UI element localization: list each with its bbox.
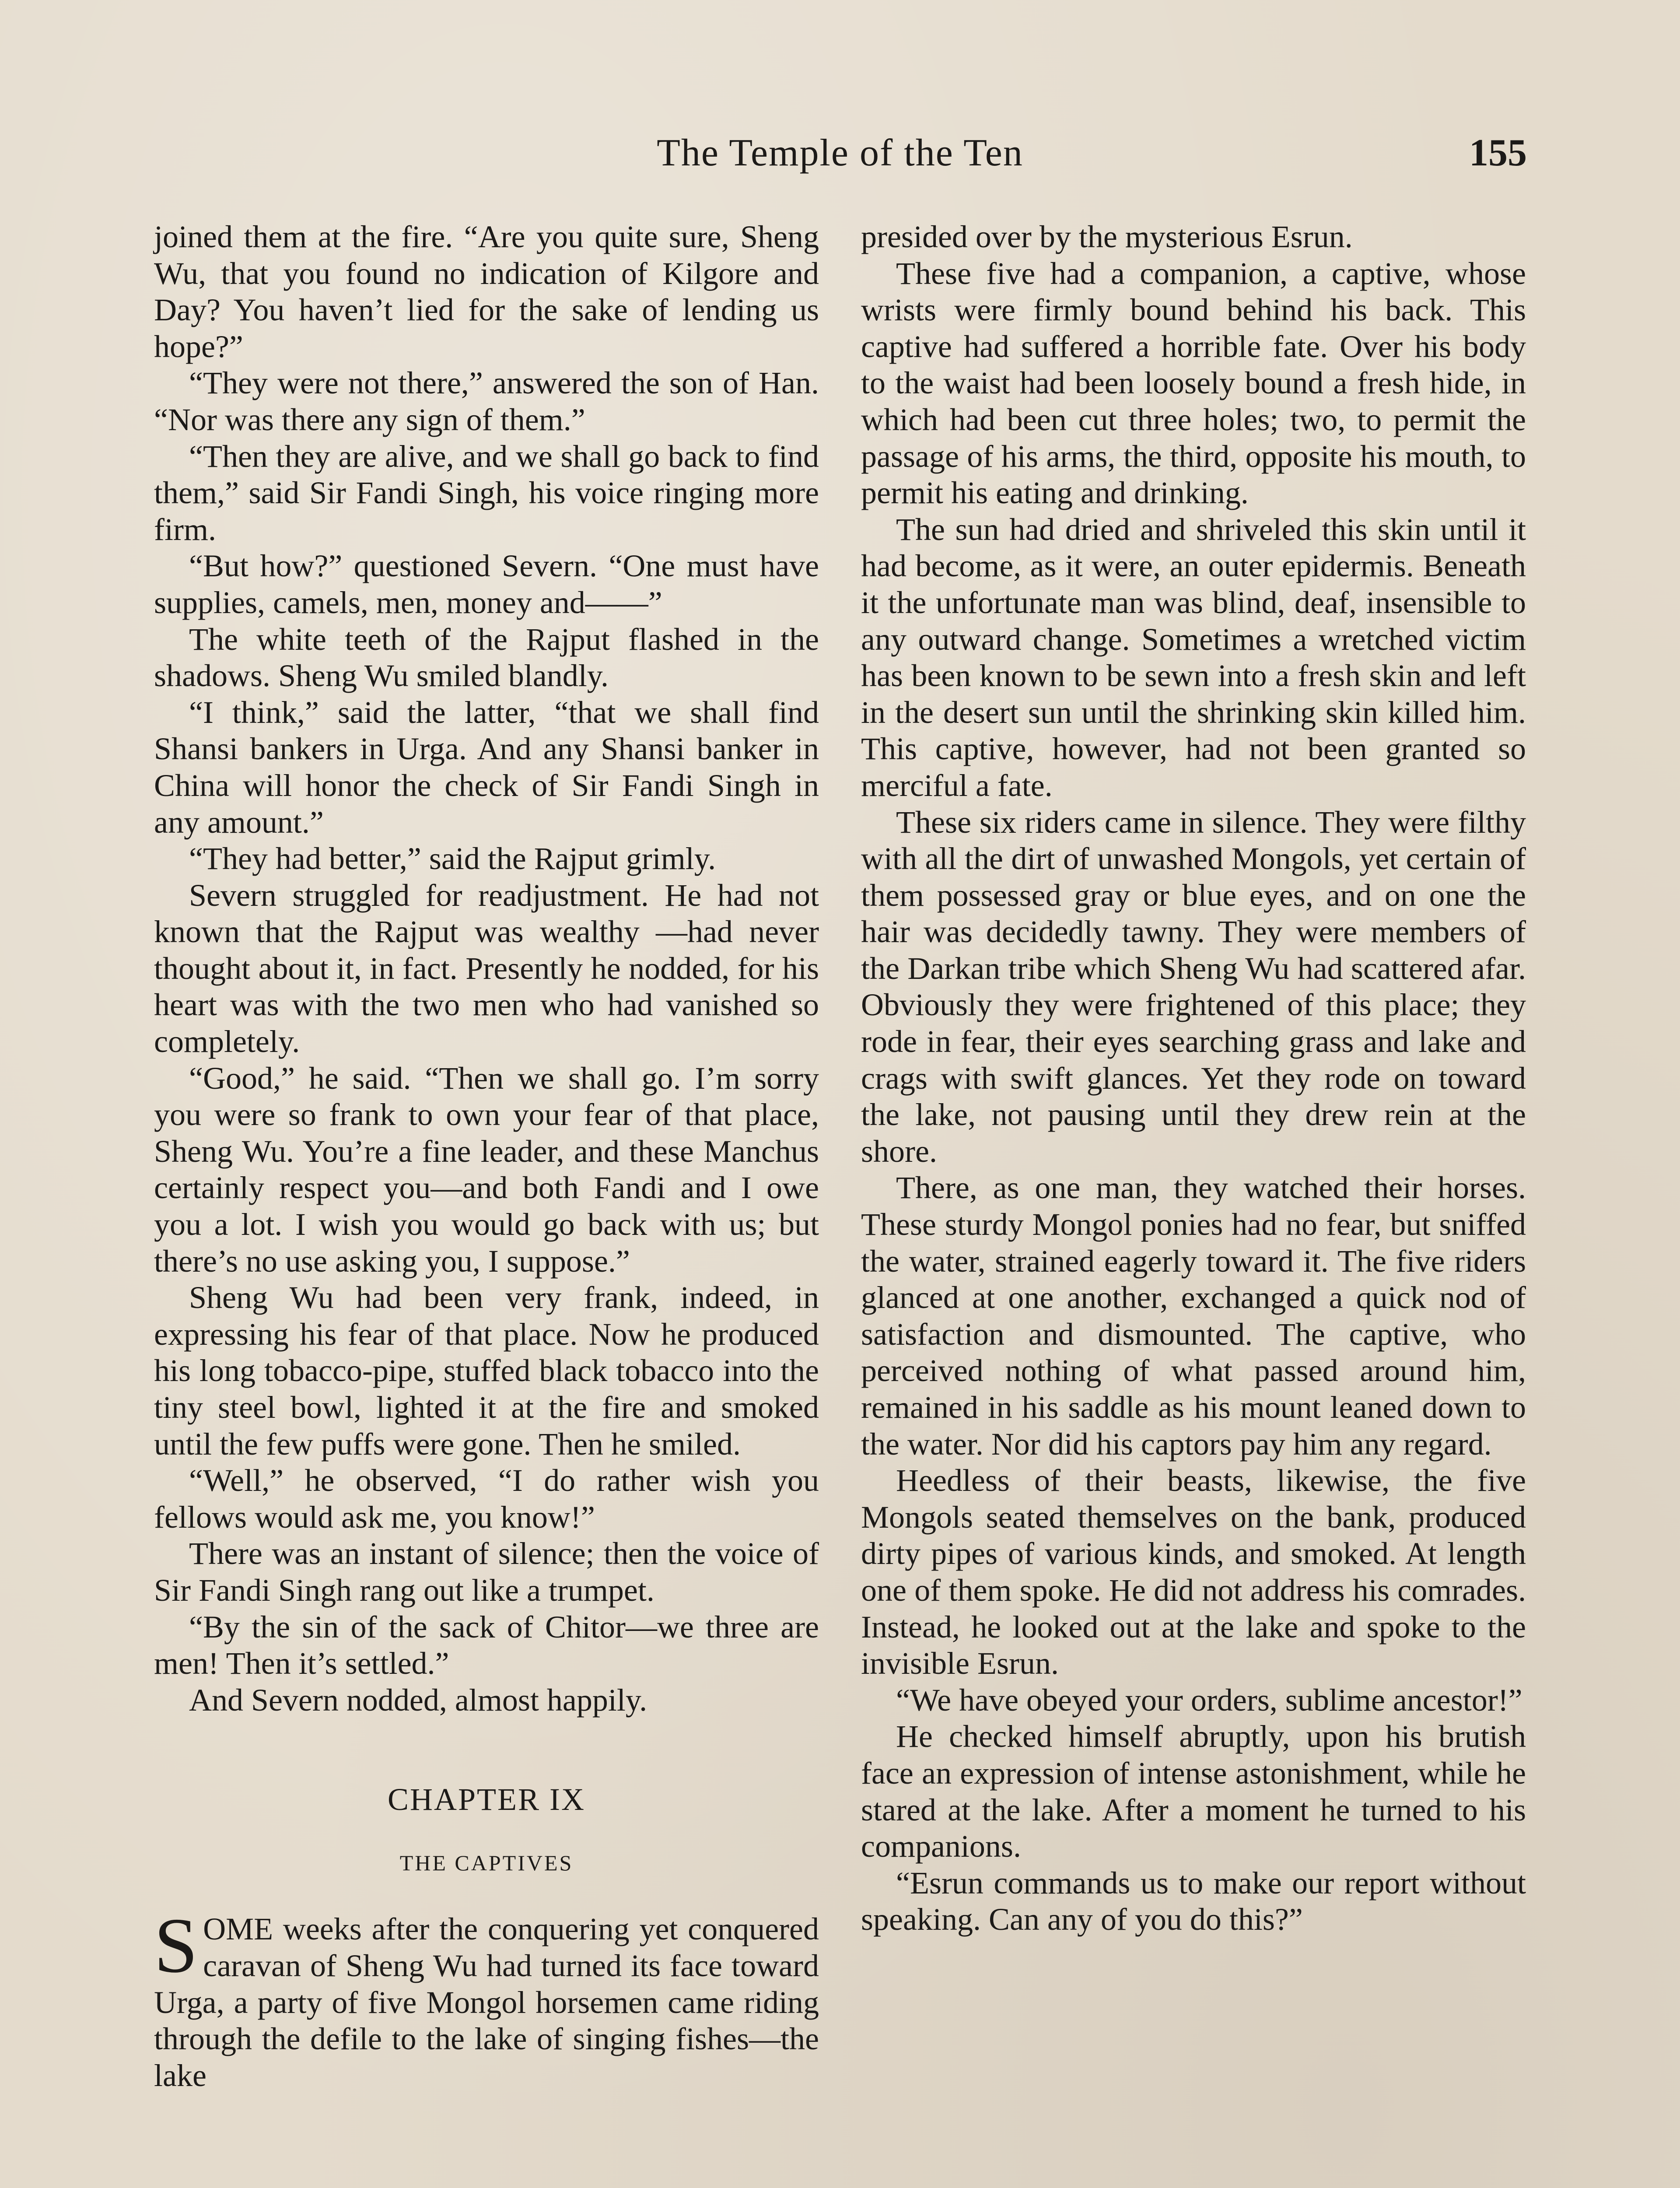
paragraph: Severn struggled for readjustment. He had not known that the Rajput was wealthy —had never thought about it, in fact. Presently he nodded, for his heart was with the two men who had vanished so completely.: [154, 877, 819, 1059]
chapter-subtitle: THE CAPTIVES: [399, 1851, 574, 1876]
paragraph: joined them at the fire. “Are you quite sure, Sheng Wu, that you found no indication of Kilgore and Day? You haven’t lied for the sake of lending us hope?”: [154, 219, 819, 364]
paragraph: There was an instant of silence; then the voice of Sir Fandi Singh rang out like a trumpet.: [154, 1536, 819, 1608]
page-number: 155: [1469, 132, 1527, 174]
paragraph: These six riders came in silence. They were filthy with all the dirt of unwashed Mongols, yet certain of them possessed gray or blue eyes, and on one the hair was decidedly tawny. They were members of the Darkan tribe which Sheng Wu had scattered afar. Obviously they were frightened of this place; they rode in fear, their eyes searching grass and lake and crags with swift glances. Yet they rode on toward the lake, not pausing until they drew rein at the shore.: [861, 804, 1526, 1169]
right-column: [861, 219, 1526, 1938]
paragraph: He checked himself abruptly, upon his brutish face an expression of intense astonishment, while he stared at the lake. After a moment he turned to his companions.: [861, 1719, 1526, 1864]
paragraph: presided over by the mysterious Esrun.: [861, 219, 1353, 254]
paragraph: These five had a companion, a captive, whose wrists were firmly bound behind his back. This captive had suffered a horrible fate. Over his body to the waist had been loosely bound a fresh hide, in which had been cut three holes; two, to permit the passage of his arms, the third, opposite his mouth, to permit his eating and drinking.: [861, 256, 1526, 511]
paragraph: “Then they are alive, and we shall go back to find them,” said Sir Fandi Singh, his voice ringing more firm.: [154, 438, 819, 547]
paragraph: “By the sin of the sack of Chitor—we three are men! Then it’s settled.”: [154, 1609, 819, 1681]
chapter-heading: CHAPTER IX: [387, 1782, 585, 1817]
paragraph: There, as one man, they watched their horses. These sturdy Mongol ponies had no fear, but sniffed the water, strained eagerly toward it. The five riders glanced at one another, exchanged a quick nod of satisfaction and dismounted. The captive, who perceived nothing of what passed around him, remained in his saddle as his mount leaned down to the water. Nor did his captors pay him any regard.: [861, 1170, 1526, 1462]
page-header: [153, 125, 1527, 182]
paragraph: And Severn nodded, almost happily.: [189, 1682, 648, 1718]
chapter-opening-text: OME weeks after the conquering yet conquered caravan of Sheng Wu had turned its face toward Urga, a party of five Mongol horsemen came riding through the defile to the lake of singing fishes—the lake: [154, 1911, 819, 2093]
chapter-opening-paragraph: [154, 1902, 819, 2094]
paragraph: “Good,” he said. “Then we shall go. I’m sorry you were so frank to own your fear of that place, Sheng Wu. You’re a fine leader, and these Manchus certainly respect you—and both Fandi and I owe you a lot. I wish you would go back with us; but there’s no use asking you, I suppose.”: [154, 1060, 819, 1279]
paragraph: “They had better,” said the Rajput grimly.: [189, 841, 716, 877]
paragraph: Heedless of their beasts, likewise, the five Mongols seated themselves on the bank, produced dirty pipes of various kinds, and smoked. At length one of them spoke. He did not address his comrades. Instead, he looked out at the lake and spoke to the invisible Esrun.: [861, 1463, 1526, 1681]
paragraph: “Esrun commands us to make our report without speaking. Can any of you do this?”: [861, 1865, 1526, 1937]
paragraph: “They were not there,” answered the son of Han. “Nor was there any sign of them.”: [154, 365, 819, 437]
paragraph: Sheng Wu had been very frank, indeed, in expressing his fear of that place. Now he produced his long tobacco-pipe, stuffed black tobacco into the tiny steel bowl, lighted it at the fire and smoked until the few puffs were gone. Then he smiled.: [154, 1280, 819, 1462]
paragraph: “Well,” he observed, “I do rather wish you fellows would ask me, you know!”: [154, 1463, 819, 1535]
paragraph: The sun had dried and shriveled this skin until it had become, as it were, an outer epidermis. Beneath it the unfortunate man was blind, deaf, insensible to any outward change. Sometimes a wretched victim has been known to be sewn into a fresh skin and left in the desert sun until the shrinking skin killed him. This captive, however, had not been granted so merciful a fate.: [861, 512, 1526, 803]
paragraph: “We have obeyed your orders, sublime ancestor!”: [896, 1682, 1522, 1718]
paragraph: The white teeth of the Rajput flashed in the shadows. Sheng Wu smiled blandly.: [154, 621, 819, 694]
paragraph: “I think,” said the latter, “that we shall find Shansi bankers in Urga. And any Shansi banker in China will honor the check of Sir Fandi Singh in any amount.”: [154, 694, 819, 840]
running-title: The Temple of the Ten: [657, 132, 1023, 174]
paragraph: “But how?” questioned Severn. “One must have supplies, camels, men, money and——”: [154, 548, 819, 620]
drop-cap: S: [154, 1902, 198, 1989]
left-column: [154, 219, 819, 2094]
